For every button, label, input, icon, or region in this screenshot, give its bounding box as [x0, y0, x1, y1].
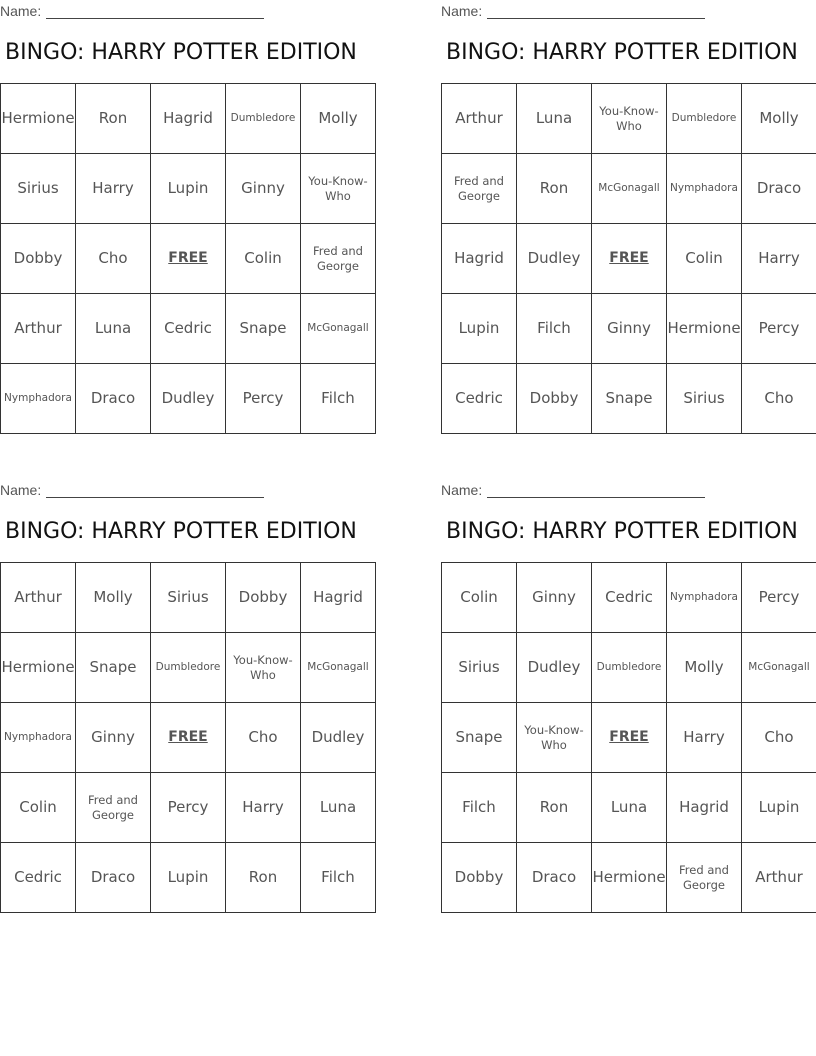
card-title: BINGO: HARRY POTTER EDITION	[446, 40, 798, 65]
free-space: FREE	[592, 224, 667, 294]
bingo-cell: Dumbledore	[151, 633, 226, 703]
bingo-cell: Hermione	[1, 633, 76, 703]
bingo-cell: Molly	[667, 633, 742, 703]
bingo-cell: Arthur	[442, 84, 517, 154]
name-label: Name:	[0, 3, 42, 19]
bingo-cell: Hagrid	[151, 84, 226, 154]
bingo-cell: Sirius	[151, 563, 226, 633]
bingo-cell: Dudley	[517, 224, 592, 294]
bingo-cell: Dumbledore	[226, 84, 301, 154]
bingo-cell: Dobby	[442, 843, 517, 913]
bingo-cell: You-Know- Who	[226, 633, 301, 703]
free-space: FREE	[151, 224, 226, 294]
free-space: FREE	[592, 703, 667, 773]
bingo-cell: Percy	[151, 773, 226, 843]
bingo-cell: Hermione	[592, 843, 667, 913]
bingo-cell: Nymphadora	[1, 364, 76, 434]
bingo-cell: Cho	[742, 703, 816, 773]
bingo-cell: Draco	[742, 154, 816, 224]
bingo-grid	[0, 562, 376, 913]
bingo-cell: Cedric	[151, 294, 226, 364]
bingo-cell: Filch	[442, 773, 517, 843]
bingo-grid	[0, 83, 376, 434]
bingo-cell: Draco	[76, 843, 151, 913]
bingo-cell: McGonagall	[301, 633, 376, 703]
bingo-cell: You-Know- Who	[301, 154, 376, 224]
bingo-cell: Cedric	[442, 364, 517, 434]
bingo-cell: Luna	[517, 84, 592, 154]
bingo-cell: Molly	[742, 84, 816, 154]
bingo-cell: Dobby	[517, 364, 592, 434]
bingo-cell: Hermione	[1, 84, 76, 154]
bingo-cell: Nymphadora	[667, 154, 742, 224]
bingo-cell: Ron	[517, 154, 592, 224]
bingo-cell: Hagrid	[442, 224, 517, 294]
bingo-cell: You-Know- Who	[592, 84, 667, 154]
bingo-cell: Sirius	[667, 364, 742, 434]
bingo-cell: Fred and George	[301, 224, 376, 294]
bingo-cell: Lupin	[151, 154, 226, 224]
bingo-cell: Draco	[517, 843, 592, 913]
bingo-grid	[441, 562, 816, 913]
bingo-cell: Snape	[442, 703, 517, 773]
bingo-cell: Ron	[226, 843, 301, 913]
bingo-cell: Percy	[742, 294, 816, 364]
bingo-cell: Fred and George	[667, 843, 742, 913]
bingo-cell: Luna	[76, 294, 151, 364]
bingo-cell: Colin	[1, 773, 76, 843]
bingo-cell: Filch	[301, 364, 376, 434]
bingo-cell: Ginny	[76, 703, 151, 773]
bingo-cell: Snape	[76, 633, 151, 703]
name-label: Name:	[441, 3, 483, 19]
bingo-cell: Cho	[226, 703, 301, 773]
bingo-cell: Ginny	[592, 294, 667, 364]
bingo-cell: Hermione	[667, 294, 742, 364]
bingo-cell: Arthur	[1, 294, 76, 364]
bingo-cell: Arthur	[742, 843, 816, 913]
name-field	[441, 3, 711, 21]
bingo-cell: Molly	[301, 84, 376, 154]
name-blank-line	[46, 18, 264, 19]
bingo-cell: Ginny	[517, 563, 592, 633]
bingo-cell: Cho	[742, 364, 816, 434]
bingo-cell: Dudley	[151, 364, 226, 434]
bingo-cell: Dudley	[517, 633, 592, 703]
bingo-cell: McGonagall	[592, 154, 667, 224]
card-title: BINGO: HARRY POTTER EDITION	[5, 40, 357, 65]
bingo-cell: Cho	[76, 224, 151, 294]
name-blank-line	[487, 18, 705, 19]
bingo-cell: Colin	[442, 563, 517, 633]
bingo-cell: Ron	[517, 773, 592, 843]
bingo-cell: Filch	[517, 294, 592, 364]
bingo-cell: Arthur	[1, 563, 76, 633]
bingo-cell: Harry	[742, 224, 816, 294]
free-space: FREE	[151, 703, 226, 773]
name-field	[441, 482, 711, 500]
bingo-cell: Cedric	[592, 563, 667, 633]
bingo-cell: Sirius	[1, 154, 76, 224]
bingo-cell: Hagrid	[301, 563, 376, 633]
bingo-cell: Cedric	[1, 843, 76, 913]
bingo-cell: Fred and George	[76, 773, 151, 843]
bingo-cell: Dobby	[1, 224, 76, 294]
name-blank-line	[487, 497, 705, 498]
bingo-cell: Luna	[592, 773, 667, 843]
bingo-cell: Lupin	[151, 843, 226, 913]
name-blank-line	[46, 497, 264, 498]
bingo-cell: Dumbledore	[667, 84, 742, 154]
bingo-cell: Nymphadora	[1, 703, 76, 773]
bingo-grid	[441, 83, 816, 434]
card-title: BINGO: HARRY POTTER EDITION	[446, 519, 798, 544]
bingo-cell: Draco	[76, 364, 151, 434]
name-label: Name:	[441, 482, 483, 498]
bingo-cell: Dumbledore	[592, 633, 667, 703]
bingo-cell: Harry	[226, 773, 301, 843]
bingo-cell: Lupin	[742, 773, 816, 843]
bingo-cell: Dobby	[226, 563, 301, 633]
bingo-cell: Dudley	[301, 703, 376, 773]
bingo-cell: Nymphadora	[667, 563, 742, 633]
name-field	[0, 482, 270, 500]
bingo-cell: Harry	[76, 154, 151, 224]
name-field	[0, 3, 270, 21]
bingo-cell: Harry	[667, 703, 742, 773]
bingo-cell: Snape	[592, 364, 667, 434]
bingo-cell: Percy	[226, 364, 301, 434]
bingo-cell: Lupin	[442, 294, 517, 364]
bingo-cell: Sirius	[442, 633, 517, 703]
bingo-cell: Colin	[226, 224, 301, 294]
name-label: Name:	[0, 482, 42, 498]
bingo-cell: Molly	[76, 563, 151, 633]
card-title: BINGO: HARRY POTTER EDITION	[5, 519, 357, 544]
bingo-cell: Hagrid	[667, 773, 742, 843]
bingo-cell: Fred and George	[442, 154, 517, 224]
bingo-cell: Percy	[742, 563, 816, 633]
bingo-cell: Ginny	[226, 154, 301, 224]
bingo-cell: Colin	[667, 224, 742, 294]
bingo-cell: McGonagall	[742, 633, 816, 703]
bingo-cell: Filch	[301, 843, 376, 913]
bingo-cell: Ron	[76, 84, 151, 154]
bingo-cell: Luna	[301, 773, 376, 843]
bingo-cell: McGonagall	[301, 294, 376, 364]
bingo-cell: Snape	[226, 294, 301, 364]
bingo-cell: You-Know- Who	[517, 703, 592, 773]
